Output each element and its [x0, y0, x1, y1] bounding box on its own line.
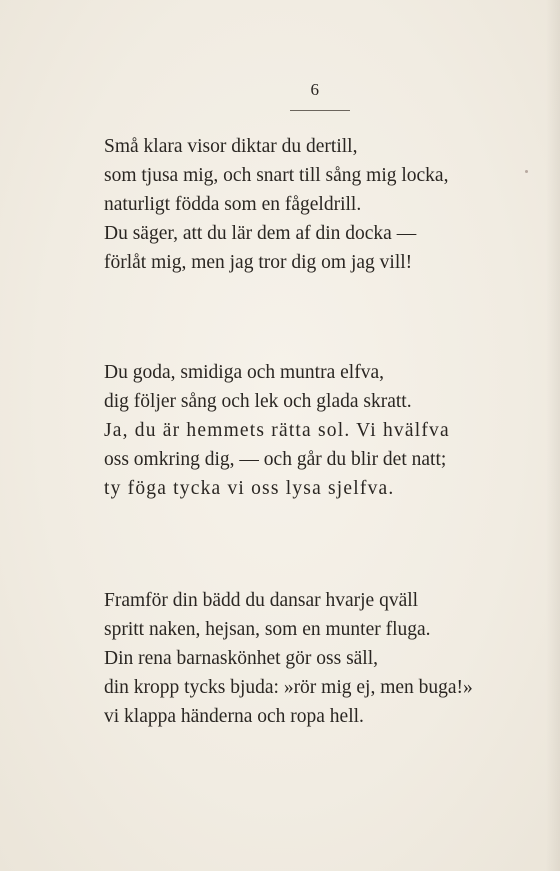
page-number: 6 [310, 80, 320, 99]
page-edge-shadow [546, 0, 560, 871]
verse-line: Små klara visor diktar du dertill, [104, 136, 358, 157]
header-rule [290, 110, 350, 111]
verse-line: oss omkring dig, — och går du blir det natt; [104, 449, 447, 470]
verse-line: Din rena barnaskönhet gör oss säll, [104, 648, 379, 669]
verse-line: som tjusa mig, och snart till sång mig locka, [104, 165, 449, 186]
stanza-3 [104, 586, 473, 731]
verse-line: förlåt mig, men jag tror dig om jag vill! [104, 252, 413, 273]
verse-line: dig följer sång och lek och glada skratt. [104, 391, 412, 412]
verse-line: vi klappa händerna och ropa hell. [104, 706, 364, 727]
verse-line: Ja, du är hemmets rätta sol. Vi hvälfva [104, 420, 450, 441]
verse-line: ty föga tycka vi oss lysa sjelfva. [104, 478, 395, 499]
verse-line: Framför din bädd du dansar hvarje qväll [104, 590, 419, 611]
verse-line: Du säger, att du lär dem af din docka — [104, 223, 417, 244]
verse-line: naturligt födda som en fågeldrill. [104, 194, 362, 215]
verse-line: spritt naken, hejsan, som en munter fluga. [104, 619, 431, 640]
paper-speck [525, 170, 528, 173]
stanza-2 [104, 358, 450, 503]
stanza-1 [104, 132, 448, 277]
verse-line: din kropp tycks bjuda: »rör mig ej, men buga!» [104, 677, 473, 698]
verse-line: Du goda, smidiga och muntra elfva, [104, 362, 384, 383]
